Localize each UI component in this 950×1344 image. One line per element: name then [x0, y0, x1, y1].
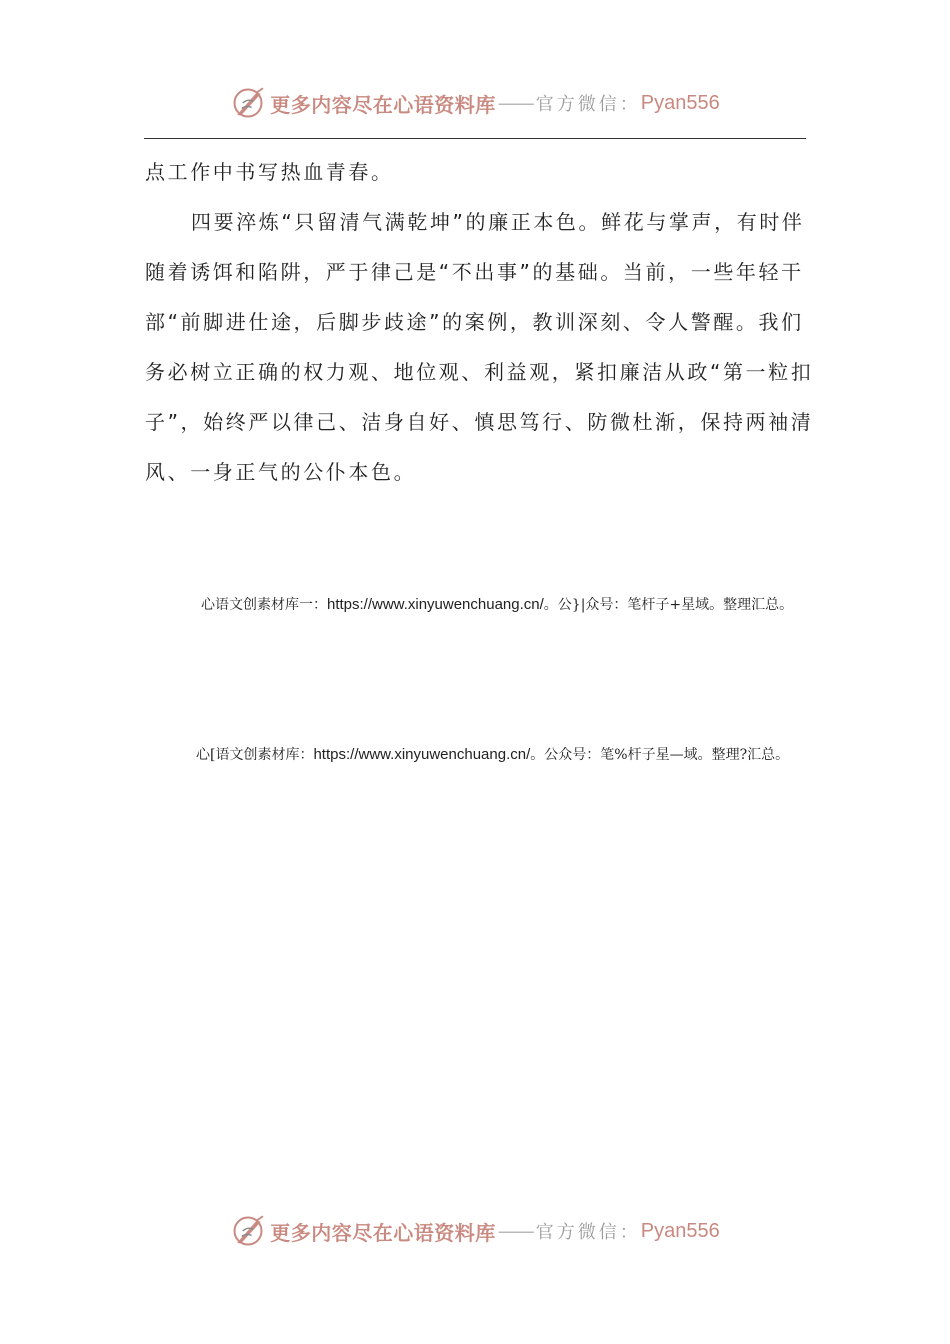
- paragraph-integrity: 四要淬炼“只留清气满乾坤”的廉正本色。鲜花与掌声，有时伴随着诱饵和陷阱，严于律己是“不出事”的基础。当前，一些年轻干部“前脚进仕途，后脚步歧途”的案例，教训深刻、令人警醒。我们务必树立正确的权力观、地位观、利益观，紧扣廉洁从政“第一粒扣子”，始终严以律己、洁身自好、慎思笃行、防微杜渐，保持两袖清风、一身正气的公仆本色。: [145, 210, 814, 484]
- source-note-1: [145, 592, 807, 618]
- banner-main-text: 更多内容尽在心语资料库: [270, 92, 496, 117]
- footer-banner: [0, 1211, 950, 1251]
- quill-pen-logo-icon: [230, 85, 266, 121]
- note-suffix: 。公众号：笔%杆子星—域。整理?汇总。: [530, 747, 790, 763]
- banner-official-label: 官方微信：: [535, 1222, 641, 1243]
- banner-main-text: 更多内容尽在心语资料库: [270, 1220, 496, 1245]
- note-suffix: 。公}|众号：笔杆子+星域。整理汇总。: [543, 597, 794, 613]
- header-banner: [0, 83, 950, 123]
- quill-pen-logo-icon: [230, 1213, 266, 1249]
- paragraph-continuation: 点工作中书写热血青春。: [145, 160, 394, 184]
- note-prefix: 心[语文创素材库：: [196, 747, 314, 763]
- note-url[interactable]: https://www.xinyuwenchuang.cn/: [327, 596, 544, 613]
- note-prefix: 心语文创素材库一：: [201, 597, 327, 613]
- header-rule: [144, 138, 806, 139]
- source-note-2: [145, 742, 807, 768]
- banner-dash: ——: [497, 91, 532, 115]
- banner-wechat-id: Pyan556: [640, 1219, 720, 1242]
- banner-official-label: 官方微信：: [535, 94, 641, 115]
- banner-dash: ——: [497, 1219, 532, 1243]
- banner-wechat-id: Pyan556: [640, 91, 720, 114]
- note-url[interactable]: https://www.xinyuwenchuang.cn/: [313, 746, 531, 763]
